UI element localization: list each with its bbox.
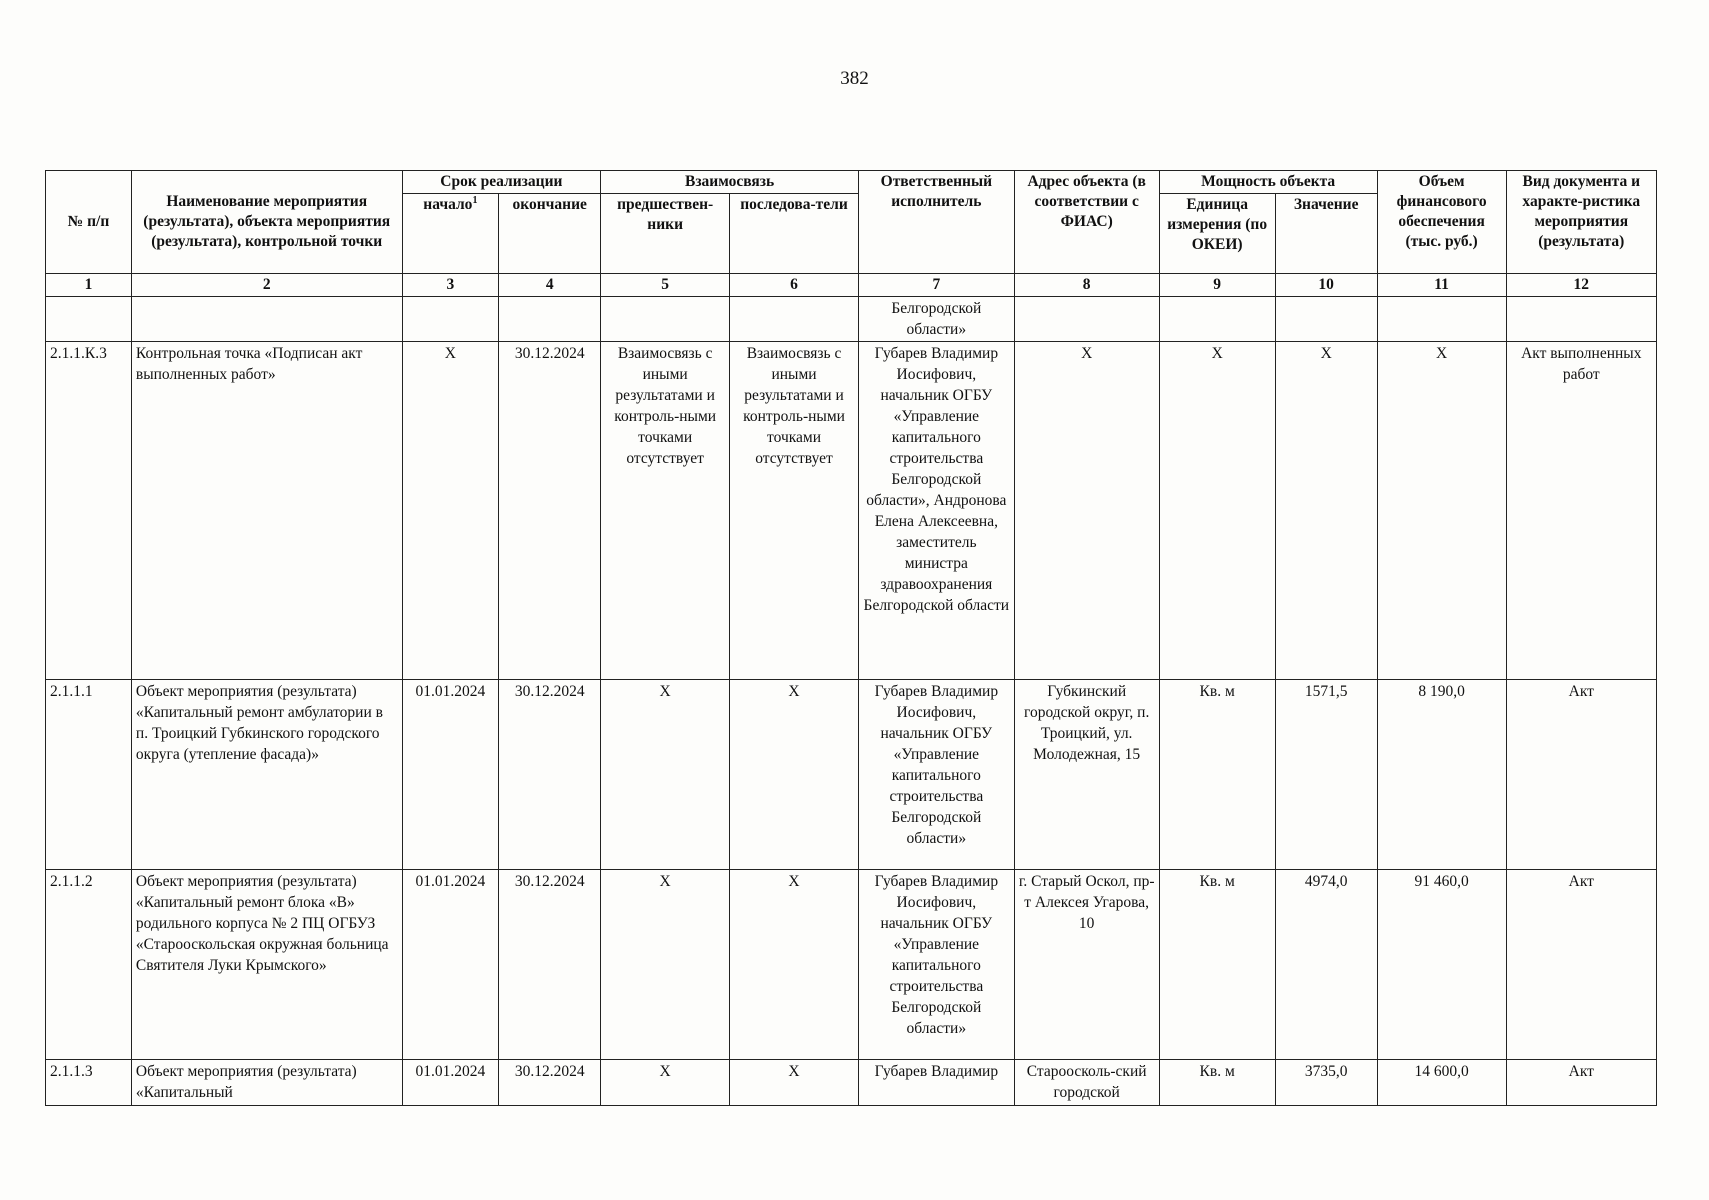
table-row bbox=[46, 680, 1657, 870]
cell-end: 30.12.2024 bbox=[499, 342, 601, 680]
cell-name: Контрольная точка «Подписан акт выполненных работ» bbox=[131, 342, 402, 680]
cell-responsible: Губарев Владимир Иосифович, начальник ОГБУ «Управление капитального строительства Белгородской области» bbox=[858, 680, 1014, 870]
cell-document: Акт bbox=[1506, 1060, 1656, 1106]
page-number: 382 bbox=[840, 68, 869, 89]
cell-unit bbox=[1159, 297, 1275, 342]
cell-num: 2.1.1.1 bbox=[46, 680, 132, 870]
cell-responsible: Губарев Владимир bbox=[858, 1060, 1014, 1106]
header-predecessors: предшествен-ники bbox=[601, 194, 730, 274]
cell-successors: Х bbox=[730, 680, 859, 870]
header-name: Наименование мероприятия (результата), объекта мероприятия (результата), контрольной точки bbox=[131, 171, 402, 274]
header-end: окончание bbox=[499, 194, 601, 274]
header-start-footnote: 1 bbox=[472, 194, 478, 206]
cell-financing: 14 600,0 bbox=[1377, 1060, 1506, 1106]
cell-unit: Кв. м bbox=[1159, 680, 1275, 870]
cell-successors: Х bbox=[730, 1060, 859, 1106]
cell-num: 2.1.1.К.3 bbox=[46, 342, 132, 680]
column-number: 12 bbox=[1506, 274, 1656, 297]
cell-start: 01.01.2024 bbox=[402, 1060, 499, 1106]
cell-end: 30.12.2024 bbox=[499, 680, 601, 870]
header-num: № п/п bbox=[46, 171, 132, 274]
column-number: 7 bbox=[858, 274, 1014, 297]
header-responsible: Ответственный исполнитель bbox=[858, 171, 1014, 274]
cell-address: Губкинский городской округ, п. Троицкий, ул. Молодежная, 15 bbox=[1014, 680, 1159, 870]
cell-start: Х bbox=[402, 342, 499, 680]
cell-predecessors: Взаимосвязь с иными результатами и контроль-ными точками отсутствует bbox=[601, 342, 730, 680]
cell-predecessors bbox=[601, 297, 730, 342]
header-successors: последова-тели bbox=[730, 194, 859, 274]
cell-value: 1571,5 bbox=[1275, 680, 1377, 870]
cell-unit: Х bbox=[1159, 342, 1275, 680]
cell-document: Акт bbox=[1506, 870, 1656, 1060]
header-unit: Единица измерения (по ОКЕИ) bbox=[1159, 194, 1275, 274]
column-number: 1 bbox=[46, 274, 132, 297]
cell-predecessors: Х bbox=[601, 870, 730, 1060]
implementation-plan-table bbox=[45, 170, 1657, 1106]
cell-value: Х bbox=[1275, 342, 1377, 680]
cell-name: Объект мероприятия (результата) «Капитальный bbox=[131, 1060, 402, 1106]
cell-value bbox=[1275, 297, 1377, 342]
cell-name bbox=[131, 297, 402, 342]
column-number: 9 bbox=[1159, 274, 1275, 297]
column-number: 8 bbox=[1014, 274, 1159, 297]
cell-predecessors: Х bbox=[601, 680, 730, 870]
cell-unit: Кв. м bbox=[1159, 1060, 1275, 1106]
table-row bbox=[46, 1060, 1657, 1106]
cell-address: Х bbox=[1014, 342, 1159, 680]
header-document: Вид документа и характе-ристика мероприятия (результата) bbox=[1506, 171, 1656, 274]
column-number: 6 bbox=[730, 274, 859, 297]
column-number: 5 bbox=[601, 274, 730, 297]
table-row bbox=[46, 870, 1657, 1060]
column-number-row bbox=[46, 274, 1657, 297]
cell-predecessors: Х bbox=[601, 1060, 730, 1106]
cell-responsible: Губарев Владимир Иосифович, начальник ОГБУ «Управление капитального строительства Белгородской области», Андронова Елена Алексеевна, заместитель министра здравоохранения Белгородской области bbox=[858, 342, 1014, 680]
cell-value: 4974,0 bbox=[1275, 870, 1377, 1060]
cell-address: Староосколь-ский городской bbox=[1014, 1060, 1159, 1106]
cell-financing bbox=[1377, 297, 1506, 342]
table-row bbox=[46, 342, 1657, 680]
cell-start: 01.01.2024 bbox=[402, 680, 499, 870]
cell-document bbox=[1506, 297, 1656, 342]
cell-value: 3735,0 bbox=[1275, 1060, 1377, 1106]
cell-end bbox=[499, 297, 601, 342]
cell-document: Акт выполненных работ bbox=[1506, 342, 1656, 680]
cell-unit: Кв. м bbox=[1159, 870, 1275, 1060]
cell-start: 01.01.2024 bbox=[402, 870, 499, 1060]
column-number: 2 bbox=[131, 274, 402, 297]
column-number: 4 bbox=[499, 274, 601, 297]
cell-address bbox=[1014, 297, 1159, 342]
cell-successors: Взаимосвязь с иными результатами и контроль-ными точками отсутствует bbox=[730, 342, 859, 680]
cell-address: г. Старый Оскол, пр-т Алексея Угарова, 10 bbox=[1014, 870, 1159, 1060]
cell-successors: Х bbox=[730, 870, 859, 1060]
cell-num: 2.1.1.3 bbox=[46, 1060, 132, 1106]
cell-start bbox=[402, 297, 499, 342]
cell-name: Объект мероприятия (результата) «Капитальный ремонт амбулатории в п. Троицкий Губкинского городского округа (утепление фасада)» bbox=[131, 680, 402, 870]
table-row bbox=[46, 297, 1657, 342]
column-number: 11 bbox=[1377, 274, 1506, 297]
cell-responsible: Губарев Владимир Иосифович, начальник ОГБУ «Управление капитального строительства Белгородской области» bbox=[858, 870, 1014, 1060]
cell-financing: Х bbox=[1377, 342, 1506, 680]
header-financing: Объем финансового обеспечения (тыс. руб.) bbox=[1377, 171, 1506, 274]
cell-responsible: Белгородской области» bbox=[858, 297, 1014, 342]
cell-successors bbox=[730, 297, 859, 342]
cell-num: 2.1.1.2 bbox=[46, 870, 132, 1060]
header-capacity-group: Мощность объекта bbox=[1159, 171, 1377, 194]
cell-financing: 8 190,0 bbox=[1377, 680, 1506, 870]
header-start-label: начало bbox=[423, 196, 473, 213]
cell-document: Акт bbox=[1506, 680, 1656, 870]
cell-num bbox=[46, 297, 132, 342]
header-link-group: Взаимосвязь bbox=[601, 171, 859, 194]
header-term-group: Срок реализации bbox=[402, 171, 601, 194]
header-address: Адрес объекта (в соответствии с ФИАС) bbox=[1014, 171, 1159, 274]
header-start bbox=[402, 194, 499, 274]
cell-name: Объект мероприятия (результата) «Капитальный ремонт блока «В» родильного корпуса № 2 ПЦ ОГБУЗ «Старооскольская окружная больница Святителя Луки Крымского» bbox=[131, 870, 402, 1060]
column-number: 10 bbox=[1275, 274, 1377, 297]
header-value: Значение bbox=[1275, 194, 1377, 274]
table-body bbox=[46, 297, 1657, 1106]
cell-end: 30.12.2024 bbox=[499, 870, 601, 1060]
cell-end: 30.12.2024 bbox=[499, 1060, 601, 1106]
cell-financing: 91 460,0 bbox=[1377, 870, 1506, 1060]
column-number: 3 bbox=[402, 274, 499, 297]
table-header bbox=[46, 171, 1657, 297]
